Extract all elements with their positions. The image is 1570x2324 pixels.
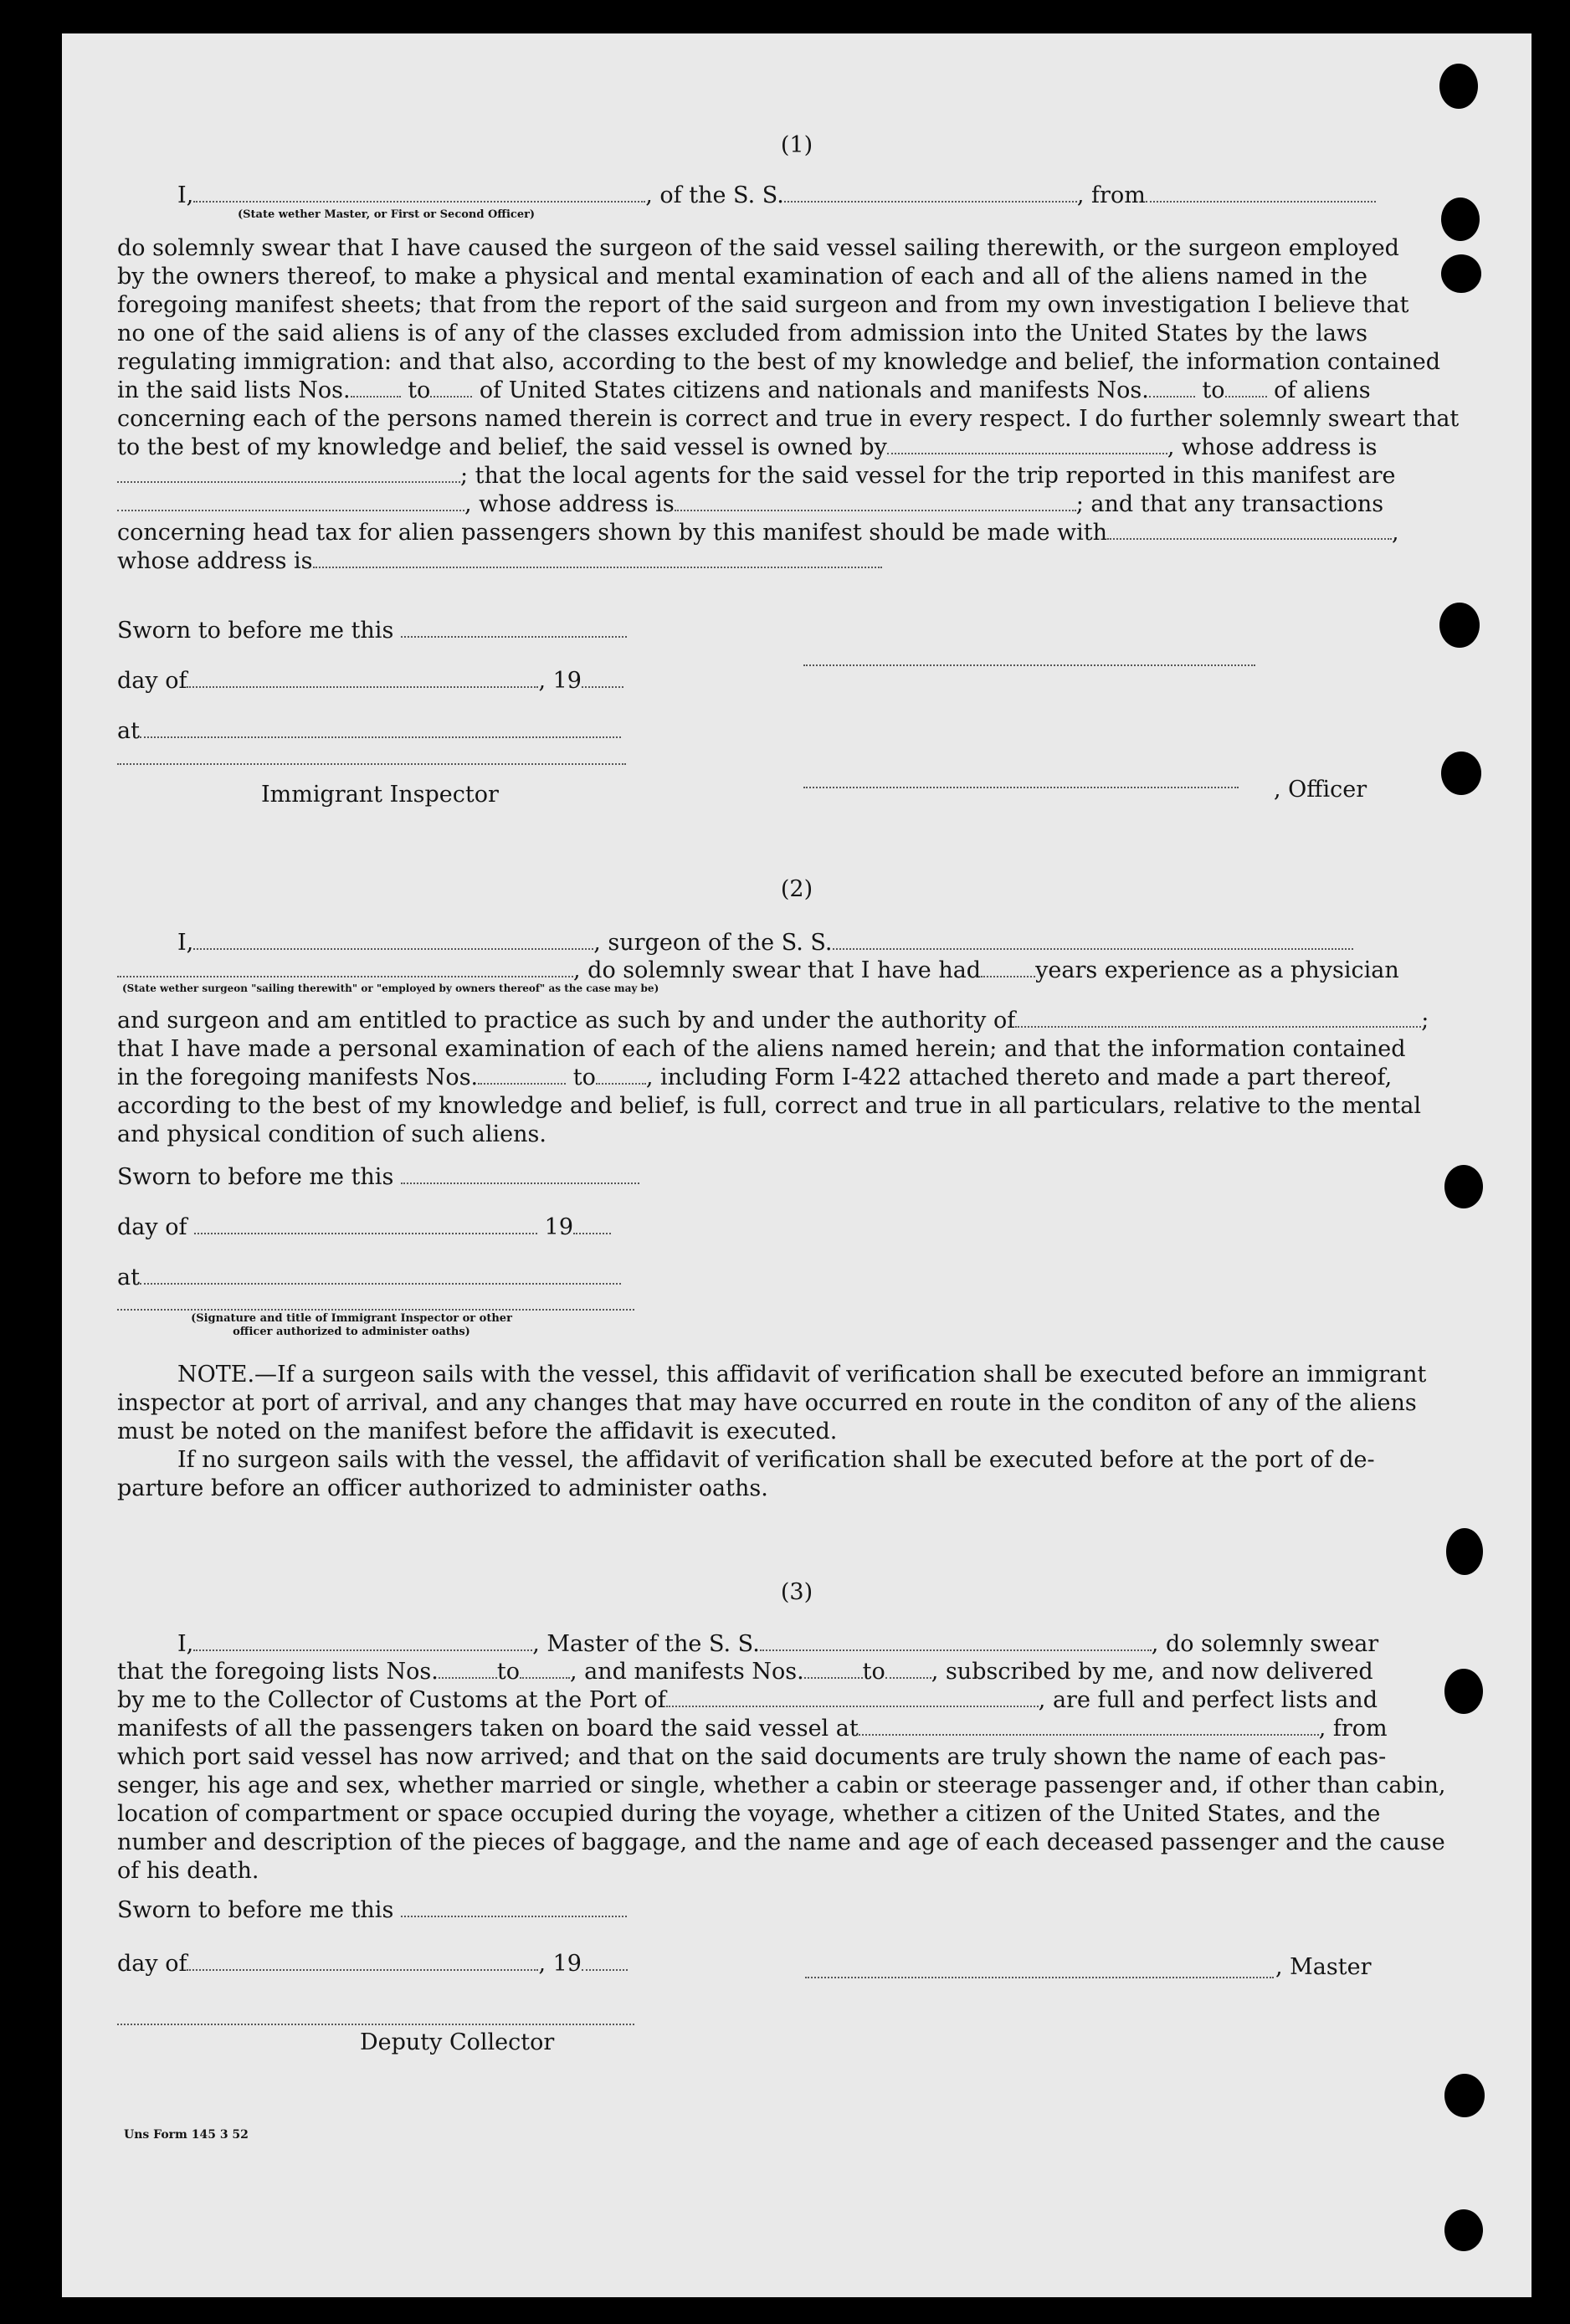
- manifests-to-field[interactable]: [1225, 379, 1267, 398]
- s3-deputy-label: Deputy Collector: [360, 2029, 555, 2055]
- s3-body-line: senger, his age and sex, whether married or single, whether a cabin or steerage passenger and, if other than cabin,: [117, 1772, 1446, 1798]
- s2-signature-note: (Signature and title of Immigrant Inspector or other officer authorized to administer oaths): [191, 1312, 512, 1338]
- s2-line2: , do solemnly swear that I have had years experience as a physician: [117, 957, 1399, 985]
- s2-body-line: that I have made a personal examination of each of the aliens named herein; and that the information contained: [117, 1036, 1406, 1062]
- note-line: NOTE.—If a surgeon sails with the vessel, this affidavit of verification shall be executed before an immigrant: [177, 1362, 1427, 1388]
- s3-day-field[interactable]: [187, 1952, 538, 1971]
- s3-line1: I, , Master of the S. S. , do solemnly swear: [177, 1631, 1379, 1657]
- manifests-from-field[interactable]: [1149, 379, 1195, 398]
- s3-master-label: , Master: [1275, 1954, 1372, 1980]
- punch-hole-icon: [1441, 198, 1480, 241]
- note-line: If no surgeon sails with the vessel, the affidavit of verification shall be executed before at the port of de-: [177, 1447, 1375, 1473]
- s1-body-line: foregoing manifest sheets; that from the report of the said surgeon and from my own investigation I believe that: [117, 292, 1409, 318]
- s2-authority-line: and surgeon and am entitled to practice as such by and under the authority of ;: [117, 1008, 1429, 1034]
- s3-body-line: which port said vessel has now arrived; and that on the said documents are truly shown the name of each pas-: [117, 1744, 1387, 1770]
- s1-sworn-date-field[interactable]: [401, 619, 627, 638]
- s2-body-last: and physical condition of such aliens.: [117, 1121, 546, 1147]
- s2-at-field[interactable]: [140, 1266, 621, 1285]
- s3-master-signature-line[interactable]: [805, 1975, 1274, 1978]
- from-port-field[interactable]: [1146, 184, 1376, 203]
- s3-paragraph: [117, 1658, 1446, 1885]
- s3-port-line: by me to the Collector of Customs at the Port of , are full and perfect lists and: [117, 1687, 1378, 1713]
- s1-officer-signature-line[interactable]: [803, 785, 1239, 788]
- s2-vessel-field[interactable]: [833, 931, 1353, 950]
- s1-body-line: by the owners thereof, to make a physical and mental examination of each and all of the aliens named in the: [117, 264, 1367, 290]
- s1-headtax-line: concerning head tax for alien passengers shown by this manifest should be made with ,: [117, 520, 1399, 546]
- master-name-field[interactable]: [193, 1633, 532, 1651]
- surgeon-name-field[interactable]: [193, 931, 593, 950]
- punch-hole-icon: [1444, 2074, 1485, 2117]
- head-tax-contact-field[interactable]: [1107, 521, 1392, 540]
- note-block: [117, 1361, 1427, 1503]
- s1-body-line: no one of the said aliens is of any of the classes excluded from admission into the United States by the laws: [117, 321, 1367, 346]
- s2-year-field[interactable]: [573, 1216, 611, 1234]
- agents-field[interactable]: [117, 493, 464, 511]
- owner-field[interactable]: [887, 436, 1167, 454]
- punch-hole-icon: [1441, 254, 1481, 293]
- surgeon-type-note: (State wether surgeon "sailing therewith" or "employed by owners thereof" as the case may be): [122, 982, 659, 994]
- lists-to-field[interactable]: [430, 379, 472, 398]
- s1-at-field[interactable]: [140, 720, 621, 738]
- s3-manifests-to-field[interactable]: [885, 1660, 931, 1679]
- vessel-name-field[interactable]: [784, 184, 1077, 203]
- surgeon-type-field[interactable]: [117, 959, 573, 977]
- lists-from-field[interactable]: [351, 379, 401, 398]
- s1-signature-line[interactable]: [803, 663, 1255, 666]
- section-3-heading: (3): [780, 1579, 813, 1605]
- s1-owned-line: to the best of my knowledge and belief, the said vessel is owned by , whose address is: [117, 434, 1378, 460]
- s3-lists-line: that the foregoing lists Nos. to , and manifests Nos. to , subscribed by me, and now delivered: [117, 1659, 1373, 1685]
- manifest-verification-page: [62, 33, 1532, 2297]
- s3-lists-from-field[interactable]: [439, 1660, 497, 1679]
- s3-manifests-from-field[interactable]: [804, 1660, 863, 1679]
- owner-address-field[interactable]: [117, 464, 460, 483]
- punch-hole-icon: [1444, 1165, 1483, 1208]
- punch-hole-icon: [1446, 1528, 1483, 1575]
- s2-day-line: day of 19: [117, 1213, 611, 1242]
- s1-body-line: concerning each of the persons named therein is correct and true in every respect. I do further solemnly sweart that: [117, 406, 1460, 432]
- s1-sworn-line: Sworn to before me this: [117, 617, 627, 645]
- s1-at-line: at: [117, 717, 621, 746]
- note-line: parture before an officer authorized to administer oaths.: [117, 1475, 768, 1501]
- punch-hole-icon: [1444, 1669, 1483, 1714]
- s1-body-line: do solemnly swear that I have caused the surgeon of the said vessel sailing therewith, or the surgeon employed: [117, 235, 1399, 261]
- punch-hole-icon: [1444, 2209, 1483, 2251]
- authority-field[interactable]: [1015, 1009, 1421, 1028]
- s2-at-line: at: [117, 1264, 621, 1292]
- head-tax-address-field[interactable]: [313, 550, 882, 568]
- s2-sworn-date-field[interactable]: [401, 1166, 639, 1184]
- s1-officer-label: , Officer: [1274, 777, 1367, 803]
- s2-manifest-from-field[interactable]: [478, 1066, 566, 1085]
- section-2-heading: (2): [780, 876, 813, 902]
- s2-paragraph: [117, 1007, 1429, 1149]
- years-experience-field[interactable]: [981, 959, 1035, 977]
- s2-sworn-line: Sworn to before me this: [117, 1163, 639, 1192]
- punch-hole-icon: [1441, 752, 1481, 795]
- s3-body-line: number and description of the pieces of baggage, and the name and age of each deceased passenger and the cause: [117, 1829, 1445, 1855]
- s1-day-line: day of , 19: [117, 667, 623, 695]
- s1-whose-line: , whose address is ; and that any transactions: [117, 490, 1399, 519]
- agents-address-field[interactable]: [675, 493, 1076, 511]
- s1-nos-line: in the said lists Nos. to of United States citizens and nationals and manifests Nos. to of aliens: [117, 377, 1371, 403]
- form-number: Uns Form 145 3 52: [124, 2128, 249, 2142]
- s1-body-line: regulating immigration: and that also, according to the best of my knowledge and belief, the information contained: [117, 349, 1441, 375]
- s1-line1: I, , of the S. S. , from: [177, 182, 1376, 210]
- s2-manifests-line: in the foregoing manifests Nos. to , including Form I-422 attached thereto and made a part thereof,: [117, 1065, 1393, 1090]
- s1-day-field[interactable]: [187, 669, 538, 688]
- s3-sworn-line: Sworn to before me this: [117, 1896, 627, 1925]
- s2-day-field[interactable]: [194, 1216, 537, 1234]
- section-1-heading: (1): [780, 132, 813, 158]
- officer-rank-field[interactable]: [193, 184, 645, 203]
- punch-hole-icon: [1439, 64, 1478, 109]
- boarding-port-field[interactable]: [859, 1717, 1319, 1736]
- port-field[interactable]: [666, 1689, 1039, 1707]
- s3-vessel-field[interactable]: [760, 1633, 1152, 1651]
- s3-sworn-date-field[interactable]: [401, 1899, 627, 1917]
- s3-lists-to-field[interactable]: [520, 1660, 570, 1679]
- s1-inspector-signature-line[interactable]: [117, 762, 626, 765]
- s1-inspector-label: Immigrant Inspector: [261, 782, 499, 808]
- s3-body-last: of his death.: [117, 1858, 259, 1884]
- s2-manifest-to-field[interactable]: [596, 1066, 646, 1085]
- s1-paragraph: [117, 234, 1460, 576]
- s1-year-field[interactable]: [582, 669, 623, 688]
- s1-agents-line: ; that the local agents for the said vessel for the trip reported in this manifest are: [117, 462, 1399, 490]
- s3-day-line: day of , 19: [117, 1950, 628, 1978]
- s1-whose-address-line: whose address is: [117, 547, 1399, 576]
- s2-body-line: according to the best of my knowledge and belief, is full, correct and true in all particulars, relative to the mental: [117, 1093, 1422, 1119]
- officer-rank-note: (State wether Master, or First or Second Officer): [238, 208, 536, 221]
- s3-deputy-signature-line[interactable]: [117, 2022, 634, 2025]
- note-line: must be noted on the manifest before the affidavit is executed.: [117, 1419, 838, 1444]
- s2-line1: I, , surgeon of the S. S.: [177, 929, 1353, 957]
- note-line: inspector at port of arrival, and any changes that may have occurred en route in the conditon of any of the aliens: [117, 1390, 1417, 1416]
- s3-body-line: location of compartment or space occupied during the voyage, whether a citizen of the United States, and the: [117, 1801, 1381, 1827]
- s3-year-field[interactable]: [582, 1952, 628, 1971]
- s2-signature-line[interactable]: [117, 1307, 634, 1311]
- punch-hole-icon: [1439, 603, 1480, 648]
- s3-taken-line: manifests of all the passengers taken on board the said vessel at , from: [117, 1716, 1388, 1742]
